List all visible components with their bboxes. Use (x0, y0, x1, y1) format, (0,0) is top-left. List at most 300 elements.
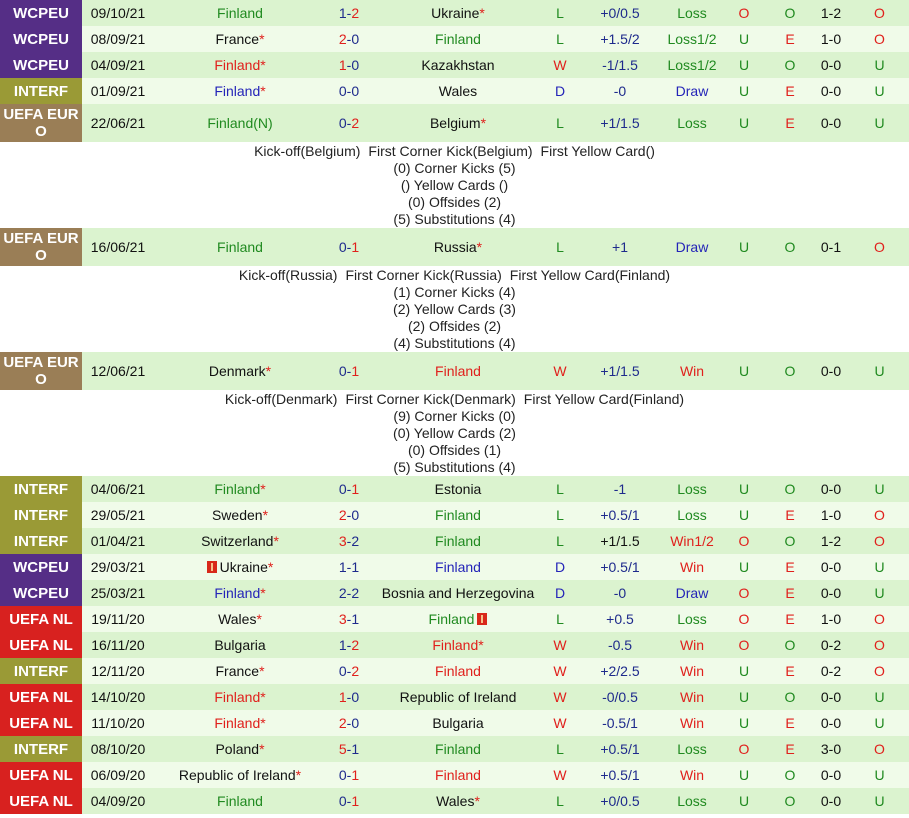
favorite-star: * (259, 31, 265, 47)
odd-even: E (768, 78, 812, 104)
odd-even: O (768, 788, 812, 814)
over-under-2: U (850, 684, 909, 710)
half-time-score: 1-0 (812, 502, 850, 528)
handicap: +1 (576, 228, 664, 266)
half-time-score: 0-0 (812, 710, 850, 736)
handicap: +1.5/2 (576, 26, 664, 52)
league-badge[interactable]: INTERF (0, 78, 82, 104)
home-team[interactable]: Finland (154, 788, 326, 814)
score[interactable]: 3-1 (326, 606, 372, 632)
wdl-result: W (544, 632, 576, 658)
wdl-result: D (544, 554, 576, 580)
details-first-events (0, 391, 909, 408)
league-badge[interactable]: UEFA NL (0, 632, 82, 658)
league-badge[interactable]: WCPEU (0, 580, 82, 606)
score[interactable]: 2-2 (326, 580, 372, 606)
match-row[interactable] (0, 684, 909, 710)
over-under-2: O (850, 736, 909, 762)
half-time-score: 0-0 (812, 78, 850, 104)
odd-even: O (768, 52, 812, 78)
yellow-cards-stat: (0) Yellow Cards (2) (393, 425, 516, 441)
match-row[interactable] (0, 352, 909, 390)
match-row[interactable] (0, 710, 909, 736)
half-time-score: 0-0 (812, 580, 850, 606)
match-details (0, 142, 909, 228)
wdl-result: D (544, 78, 576, 104)
over-under-1: U (720, 352, 768, 390)
away-team[interactable]: Kazakhstan (372, 52, 544, 78)
match-row[interactable] (0, 658, 909, 684)
wdl-result: L (544, 788, 576, 814)
wdl-result: D (544, 580, 576, 606)
half-time-score: 0-0 (812, 554, 850, 580)
home-team[interactable]: Finland (154, 228, 326, 266)
home-team[interactable]: Finland* (154, 684, 326, 710)
handicap: +0.5/1 (576, 762, 664, 788)
match-details (0, 266, 909, 352)
half-time-score: 0-2 (812, 632, 850, 658)
score-separator: - (346, 533, 352, 549)
match-date: 12/06/21 (82, 352, 154, 390)
score-separator: - (346, 741, 352, 757)
over-under-1: O (720, 580, 768, 606)
score-separator: - (346, 31, 352, 47)
match-date: 04/06/21 (82, 476, 154, 502)
home-team[interactable]: Finland* (154, 710, 326, 736)
wdl-result: L (544, 736, 576, 762)
wdl-result: L (544, 0, 576, 26)
match-date: 08/10/20 (82, 736, 154, 762)
score[interactable]: 1-0 (326, 684, 372, 710)
score-separator: - (346, 507, 352, 523)
score[interactable]: 0-2 (326, 658, 372, 684)
league-badge[interactable]: UEFA EURO (0, 228, 82, 266)
offsides-stat: (2) Offsides (2) (407, 318, 502, 334)
over-under-2: O (850, 228, 909, 266)
details-first-events (0, 143, 909, 160)
league-badge[interactable]: UEFA NL (0, 684, 82, 710)
match-row[interactable] (0, 528, 909, 554)
home-team[interactable]: Poland* (154, 736, 326, 762)
over-under-2: U (850, 78, 909, 104)
odd-even: E (768, 710, 812, 736)
home-team[interactable]: Bulgaria (154, 632, 326, 658)
score[interactable]: 3-2 (326, 528, 372, 554)
score-separator: - (346, 767, 352, 783)
match-date: 25/03/21 (82, 580, 154, 606)
over-under-1: U (720, 52, 768, 78)
over-under-2: O (850, 528, 909, 554)
score-separator: - (346, 363, 352, 379)
handicap: +0.5 (576, 606, 664, 632)
offsides-stat: (0) Offsides (2) (407, 194, 502, 210)
over-under-1: U (720, 476, 768, 502)
match-row[interactable] (0, 632, 909, 658)
over-under-1: U (720, 658, 768, 684)
score[interactable]: 0-1 (326, 788, 372, 814)
handicap: -1 (576, 476, 664, 502)
red-card-icon (207, 561, 217, 573)
half-time-score: 0-0 (812, 104, 850, 142)
handicap-result: Loss1/2 (664, 52, 720, 78)
score[interactable]: 1-2 (326, 632, 372, 658)
away-team[interactable]: Finland (372, 606, 544, 632)
over-under-1: U (720, 228, 768, 266)
score-separator: - (346, 793, 352, 809)
score-separator: - (346, 239, 352, 255)
score[interactable]: 0-1 (326, 352, 372, 390)
odd-even: E (768, 736, 812, 762)
handicap: +1/1.5 (576, 104, 664, 142)
half-time-score: 0-2 (812, 658, 850, 684)
half-time-score: 0-0 (812, 352, 850, 390)
wdl-result: W (544, 658, 576, 684)
handicap-result: Loss (664, 476, 720, 502)
odd-even: O (768, 228, 812, 266)
score-separator: - (346, 585, 352, 601)
league-badge[interactable]: INTERF (0, 736, 82, 762)
score-separator: - (346, 689, 352, 705)
wdl-result: L (544, 104, 576, 142)
corner-kicks-stat: (9) Corner Kicks (0) (393, 408, 516, 424)
away-team[interactable]: Wales* (372, 788, 544, 814)
over-under-2: O (850, 502, 909, 528)
odd-even: E (768, 658, 812, 684)
home-team[interactable]: Switzerland* (154, 528, 326, 554)
score-separator: - (346, 83, 352, 99)
favorite-star: * (480, 115, 487, 131)
wdl-result: W (544, 710, 576, 736)
match-date: 22/06/21 (82, 104, 154, 142)
home-team[interactable]: France* (154, 26, 326, 52)
favorite-star: * (267, 559, 274, 575)
away-team[interactable]: Estonia (372, 476, 544, 502)
handicap: +1/1.5 (576, 352, 664, 390)
league-badge[interactable]: WCPEU (0, 0, 82, 26)
score[interactable]: 2-0 (326, 26, 372, 52)
handicap-result: Win (664, 762, 720, 788)
league-badge[interactable]: INTERF (0, 528, 82, 554)
handicap-result: Loss (664, 502, 720, 528)
away-team[interactable]: Republic of Ireland (372, 684, 544, 710)
score-separator: - (346, 57, 352, 73)
home-team[interactable]: Finland (154, 0, 326, 26)
wdl-result: W (544, 684, 576, 710)
handicap-result: Loss (664, 104, 720, 142)
over-under-1: O (720, 736, 768, 762)
wdl-result: L (544, 528, 576, 554)
substitutions-stat: (4) Substitutions (4) (393, 335, 516, 351)
league-badge[interactable]: UEFA EURO (0, 104, 82, 142)
favorite-star: * (260, 689, 266, 705)
favorite-star: * (474, 793, 480, 809)
half-time-score: 0-0 (812, 788, 850, 814)
home-team[interactable]: Finland* (154, 78, 326, 104)
half-time-score: 0-0 (812, 476, 850, 502)
score[interactable]: 0-1 (326, 228, 372, 266)
away-team[interactable]: Belgium* (372, 104, 544, 142)
handicap-result: Win1/2 (664, 528, 720, 554)
half-time-score: 1-0 (812, 606, 850, 632)
over-under-1: U (720, 788, 768, 814)
league-badge[interactable]: WCPEU (0, 52, 82, 78)
match-row[interactable] (0, 52, 909, 78)
over-under-2: O (850, 632, 909, 658)
home-team[interactable]: Finland* (154, 580, 326, 606)
match-row[interactable] (0, 78, 909, 104)
wdl-result: L (544, 606, 576, 632)
over-under-2: U (850, 104, 909, 142)
match-row[interactable] (0, 26, 909, 52)
handicap: +0/0.5 (576, 0, 664, 26)
handicap: +0.5/1 (576, 554, 664, 580)
over-under-1: O (720, 606, 768, 632)
favorite-star: * (256, 611, 262, 627)
handicap: -0 (576, 78, 664, 104)
kickoff-team: Kick-off(Russia) (238, 267, 338, 283)
match-row[interactable] (0, 788, 909, 814)
score-separator: - (346, 115, 352, 131)
half-time-score: 3-0 (812, 736, 850, 762)
score[interactable]: 5-1 (326, 736, 372, 762)
handicap: -0.5/1 (576, 710, 664, 736)
score[interactable]: 2-0 (326, 502, 372, 528)
over-under-2: U (850, 554, 909, 580)
half-time-score: 0-1 (812, 228, 850, 266)
match-date: 11/10/20 (82, 710, 154, 736)
odd-even: E (768, 502, 812, 528)
favorite-star: * (478, 637, 484, 653)
handicap-result: Win (664, 352, 720, 390)
score-separator: - (346, 715, 352, 731)
match-details-cell (0, 266, 909, 352)
score-separator: - (346, 559, 352, 575)
handicap: -0 (576, 580, 664, 606)
kickoff-team: Kick-off(Denmark) (224, 391, 338, 407)
first-corner-team: First Corner Kick(Russia) (345, 267, 502, 283)
odd-even: E (768, 104, 812, 142)
match-date: 29/03/21 (82, 554, 154, 580)
half-time-score: 0-0 (812, 52, 850, 78)
favorite-star: * (260, 57, 266, 73)
away-team[interactable]: Finland (372, 762, 544, 788)
wdl-result: L (544, 228, 576, 266)
over-under-2: U (850, 788, 909, 814)
over-under-2: O (850, 26, 909, 52)
match-details (0, 390, 909, 476)
handicap-result: Win (664, 710, 720, 736)
score-separator: - (346, 481, 352, 497)
away-team[interactable]: Finland (372, 658, 544, 684)
odd-even: E (768, 580, 812, 606)
over-under-2: O (850, 606, 909, 632)
away-team[interactable]: Finland (372, 352, 544, 390)
match-date: 09/10/21 (82, 0, 154, 26)
handicap: +0.5/1 (576, 502, 664, 528)
yellow-cards-stat: () Yellow Cards () (400, 177, 509, 193)
league-badge[interactable]: UEFA NL (0, 606, 82, 632)
over-under-1: U (720, 502, 768, 528)
odd-even: E (768, 26, 812, 52)
home-team[interactable]: Finland* (154, 476, 326, 502)
match-row[interactable] (0, 0, 909, 26)
league-badge[interactable]: UEFA NL (0, 710, 82, 736)
match-row[interactable] (0, 502, 909, 528)
league-badge[interactable]: INTERF (0, 502, 82, 528)
away-team[interactable]: Bosnia and Herzegovina (372, 580, 544, 606)
away-team[interactable]: Finland* (372, 632, 544, 658)
league-badge[interactable]: UEFA EURO (0, 352, 82, 390)
league-badge[interactable]: UEFA NL (0, 788, 82, 814)
away-team[interactable]: Wales (372, 78, 544, 104)
handicap-result: Loss (664, 0, 720, 26)
match-date: 01/04/21 (82, 528, 154, 554)
match-date: 08/09/21 (82, 26, 154, 52)
match-details-cell (0, 390, 909, 476)
league-badge[interactable]: INTERF (0, 476, 82, 502)
score[interactable]: 1-0 (326, 52, 372, 78)
wdl-result: W (544, 352, 576, 390)
over-under-1: U (720, 78, 768, 104)
substitutions-stat: (5) Substitutions (4) (393, 459, 516, 475)
score[interactable]: 0-2 (326, 104, 372, 142)
over-under-1: O (720, 632, 768, 658)
over-under-2: U (850, 580, 909, 606)
offsides-stat: (0) Offsides (1) (407, 442, 502, 458)
league-badge[interactable]: WCPEU (0, 554, 82, 580)
home-team[interactable]: Finland* (154, 52, 326, 78)
favorite-star: * (259, 741, 265, 757)
home-team[interactable]: Finland(N) (154, 104, 326, 142)
match-row[interactable] (0, 606, 909, 632)
match-row[interactable] (0, 762, 909, 788)
over-under-1: U (720, 554, 768, 580)
over-under-1: U (720, 710, 768, 736)
league-badge[interactable]: INTERF (0, 658, 82, 684)
wdl-result: L (544, 26, 576, 52)
home-team[interactable]: Sweden* (154, 502, 326, 528)
score-separator: - (346, 637, 352, 653)
handicap-result: Draw (664, 228, 720, 266)
score-separator: - (346, 5, 352, 21)
match-date: 16/06/21 (82, 228, 154, 266)
handicap: -1/1.5 (576, 52, 664, 78)
handicap-result: Loss (664, 606, 720, 632)
over-under-2: U (850, 52, 909, 78)
over-under-1: O (720, 0, 768, 26)
odd-even: O (768, 528, 812, 554)
league-badge[interactable]: UEFA NL (0, 762, 82, 788)
over-under-2: U (850, 352, 909, 390)
away-team[interactable]: Finland (372, 554, 544, 580)
handicap: +2/2.5 (576, 658, 664, 684)
wdl-result: W (544, 52, 576, 78)
handicap-result: Draw (664, 580, 720, 606)
away-team[interactable]: Finland (372, 26, 544, 52)
odd-even: O (768, 684, 812, 710)
favorite-star: * (260, 481, 266, 497)
match-date: 19/11/20 (82, 606, 154, 632)
favorite-star: * (265, 363, 272, 379)
match-date: 01/09/21 (82, 78, 154, 104)
league-badge[interactable]: WCPEU (0, 26, 82, 52)
favorite-star: * (260, 585, 266, 601)
over-under-2: U (850, 476, 909, 502)
match-date: 04/09/20 (82, 788, 154, 814)
match-details-cell (0, 142, 909, 228)
over-under-1: U (720, 762, 768, 788)
half-time-score: 0-0 (812, 762, 850, 788)
match-date: 14/10/20 (82, 684, 154, 710)
away-team[interactable]: Russia* (372, 228, 544, 266)
odd-even: E (768, 606, 812, 632)
away-team[interactable]: Finland (372, 736, 544, 762)
red-card-icon (477, 613, 487, 625)
half-time-score: 1-2 (812, 0, 850, 26)
handicap: -0/0.5 (576, 684, 664, 710)
handicap-result: Win (664, 684, 720, 710)
home-team[interactable]: France* (154, 658, 326, 684)
home-team[interactable]: Wales* (154, 606, 326, 632)
yellow-cards-stat: (2) Yellow Cards (3) (393, 301, 516, 317)
favorite-star: * (259, 663, 265, 679)
corner-kicks-stat: (0) Corner Kicks (5) (393, 160, 516, 176)
wdl-result: W (544, 762, 576, 788)
away-team[interactable]: Bulgaria (372, 710, 544, 736)
wdl-result: L (544, 476, 576, 502)
favorite-star: * (476, 239, 483, 255)
odd-even: O (768, 632, 812, 658)
match-date: 06/09/20 (82, 762, 154, 788)
over-under-2: U (850, 762, 909, 788)
first-corner-team: First Corner Kick(Denmark) (345, 391, 516, 407)
odd-even: O (768, 352, 812, 390)
match-row[interactable] (0, 580, 909, 606)
match-row[interactable] (0, 736, 909, 762)
score[interactable]: 0-1 (326, 476, 372, 502)
over-under-1: U (720, 684, 768, 710)
score[interactable]: 1-1 (326, 554, 372, 580)
first-yellow-team: First Yellow Card(Finland) (523, 391, 685, 407)
handicap-result: Win (664, 632, 720, 658)
home-team[interactable]: Ukraine* (154, 554, 326, 580)
over-under-2: O (850, 0, 909, 26)
handicap: +1/1.5 (576, 528, 664, 554)
match-row[interactable] (0, 476, 909, 502)
score[interactable]: 0-1 (326, 762, 372, 788)
half-time-score: 1-0 (812, 26, 850, 52)
substitutions-stat: (5) Substitutions (4) (393, 211, 516, 227)
odd-even: O (768, 762, 812, 788)
first-corner-team: First Corner Kick(Belgium) (368, 143, 533, 159)
score[interactable]: 0-0 (326, 78, 372, 104)
half-time-score: 1-2 (812, 528, 850, 554)
match-row[interactable] (0, 554, 909, 580)
match-row[interactable] (0, 104, 909, 142)
away-team[interactable]: Finland (372, 528, 544, 554)
over-under-2: O (850, 658, 909, 684)
score[interactable]: 1-2 (326, 0, 372, 26)
home-team[interactable]: Republic of Ireland* (154, 762, 326, 788)
match-row[interactable] (0, 228, 909, 266)
away-team[interactable]: Ukraine* (372, 0, 544, 26)
away-team[interactable]: Finland (372, 502, 544, 528)
wdl-result: L (544, 502, 576, 528)
first-yellow-team: First Yellow Card() (540, 143, 655, 159)
score[interactable]: 2-0 (326, 710, 372, 736)
home-team[interactable]: Denmark* (154, 352, 326, 390)
handicap-result: Win (664, 554, 720, 580)
